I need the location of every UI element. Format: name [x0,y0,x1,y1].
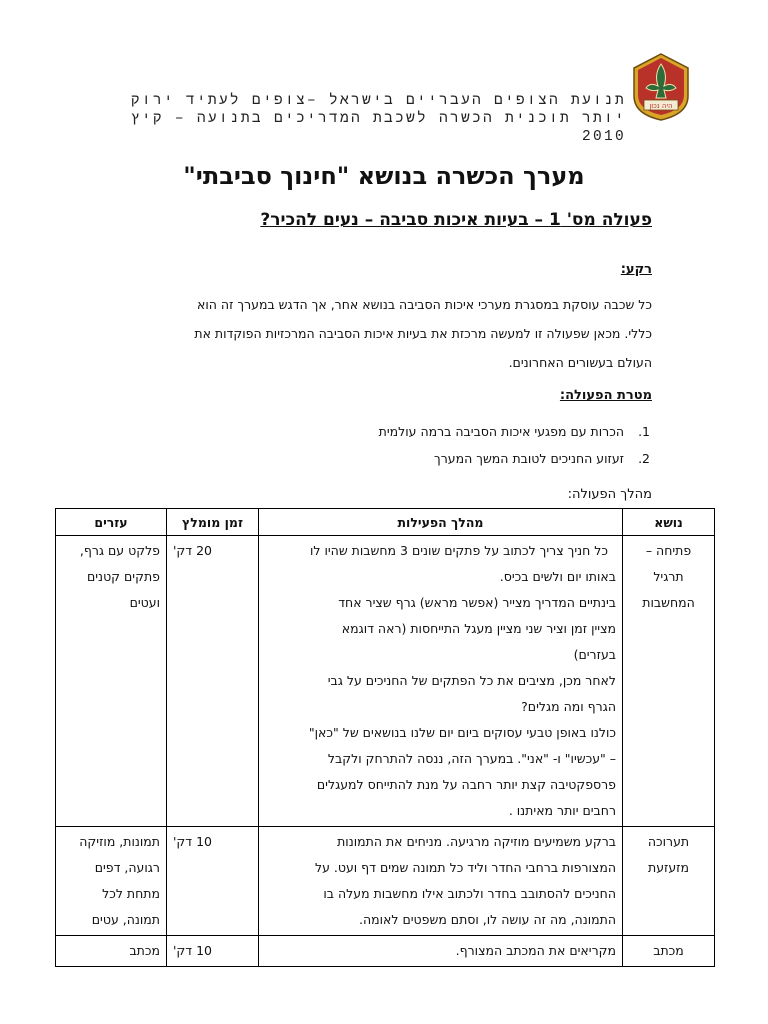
header-process: מהלך הפעילות [259,509,623,536]
cell-line: מכתב [653,943,684,958]
background-heading: רקע: [620,262,652,277]
cell-line: מזעזעת [647,860,689,875]
page-title: מערך הכשרה בנושא "חינוך סביבתי" [183,162,585,190]
cell-line: מקריאים את המכתב המצורף. [455,943,616,958]
cell-process [259,827,623,936]
header-time: זמן מומלץ [167,509,259,536]
cell-line: ברקע משמיעים מוזיקה מרגיעה. מניחים את התמונות [337,834,616,849]
background-line: כל שכבה עוסקת במסגרת מערכי איכות הסביבה בנושא אחר, אך הדגש במערך זה הוא [197,297,652,312]
cell-line: המצורפות ברחבי החדר וליד כל תמונה שמים דף ועט. על [314,860,616,875]
cell-process [259,936,623,967]
cell-line: בעזרים) [573,647,616,662]
cell-line: מכתב [129,943,160,958]
goal-item [379,418,650,445]
goals-heading: מטרת הפעולה: [559,388,652,403]
background-line: כללי. מכאן שפעולה זו למעשה מרכזת את בעיות איכות הסביבה המרכזיות הפוקדות את [194,326,652,341]
cell-line: פתקים קטנים [86,569,160,584]
header-subject: נושא [623,509,715,536]
cell-subject [623,536,715,827]
cell-time: 20 דק' [167,536,259,827]
cell-line: תרגיל [653,569,684,584]
cell-line: החניכים להסתובב בחדר ולכתוב אילו מחשבות מעלה בו [323,886,616,901]
process-label: מהלך הפעולה: [567,487,652,502]
cell-time: 10 דק' [167,936,259,967]
cell-line: לאחר מכן, מציבים את כל הפתקים של החניכים על גבי [327,673,616,688]
cell-line: המחשבות [642,595,695,610]
cell-process [259,536,623,827]
cell-line: רחבים יותר מאיתנו . [508,803,616,818]
cell-subject [623,936,715,967]
cell-line: פתיחה – [645,543,692,558]
table-row [56,827,715,936]
cell-subject [623,827,715,936]
header-line-3: 2010 [581,129,626,145]
logo-motto: היה נכון [649,102,673,110]
header-aids: עזרים [56,509,167,536]
goal-text: זעזוע החניכים לטובת המשך המערך [434,451,624,466]
activity-subtitle: פעולה מס' 1 – בעיות איכות סביבה – נעים להכיר? [260,210,652,230]
activity-table [55,508,715,967]
cell-line: כולנו באופן טבעי עסוקים ביום יום שלנו בנושאים של "כאן" [308,725,616,740]
cell-aids [56,936,167,967]
table-row [56,536,715,827]
cell-line: רגועה, דפים [94,860,160,875]
scouts-logo-icon [630,52,692,122]
cell-line: בינתיים המדריך מצייר (אפשר מראש) גרף שציר אחד [338,595,616,610]
cell-time: 10 דק' [167,827,259,936]
table-row [56,936,715,967]
document-header [104,92,626,146]
cell-line: ועטים [129,595,160,610]
cell-line: מציין זמן וציר שני מציין מעגל התייחסות (ראה דוגמא [341,621,616,636]
cell-aids [56,827,167,936]
goal-number: 2. [638,451,650,466]
background-line: העולם בעשורים האחרונים. [508,355,652,370]
goal-item [379,445,650,472]
cell-line: התמונה, מה זה עושה לו, וסתם משפטים לאומה. [359,912,616,927]
cell-line: תערוכה [647,834,690,849]
cell-line: באותו יום ולשים בכיס. [499,569,616,584]
cell-line: תמונה, עטים [91,912,160,927]
background-paragraph [110,290,652,377]
cell-line: הגרף ומה מגלים? [521,699,616,714]
goal-text: הכרות עם מפגעי איכות הסביבה ברמה עולמית [378,424,624,439]
header-line-1: תנועת הצופים העבריים בישראל –צופים לעתיד ירוק [130,93,626,109]
cell-line: תמונות, מוזיקה [79,834,160,849]
cell-line: כל חניך צריך לכתוב על פתקים שונים 3 מחשבות שהיו לו [310,543,608,558]
header-line-2: יותר תוכנית הכשרה לשכבת המדריכים בתנועה – קיץ [130,111,626,127]
goals-list [379,418,650,472]
cell-aids [56,536,167,827]
goal-number: 1. [638,424,650,439]
cell-line: פלקט עם גרף, [79,543,160,558]
table-header-row [56,509,715,536]
cell-line: מתחת לכל [102,886,160,901]
cell-line: – "עכשיו" ו- "אני". במערך הזה, ננסה להתרחק ולקבל [327,751,616,766]
cell-line: פרספקטיבה קצת יותר רחבה על מנת להתייחס למעגלים [316,777,616,792]
